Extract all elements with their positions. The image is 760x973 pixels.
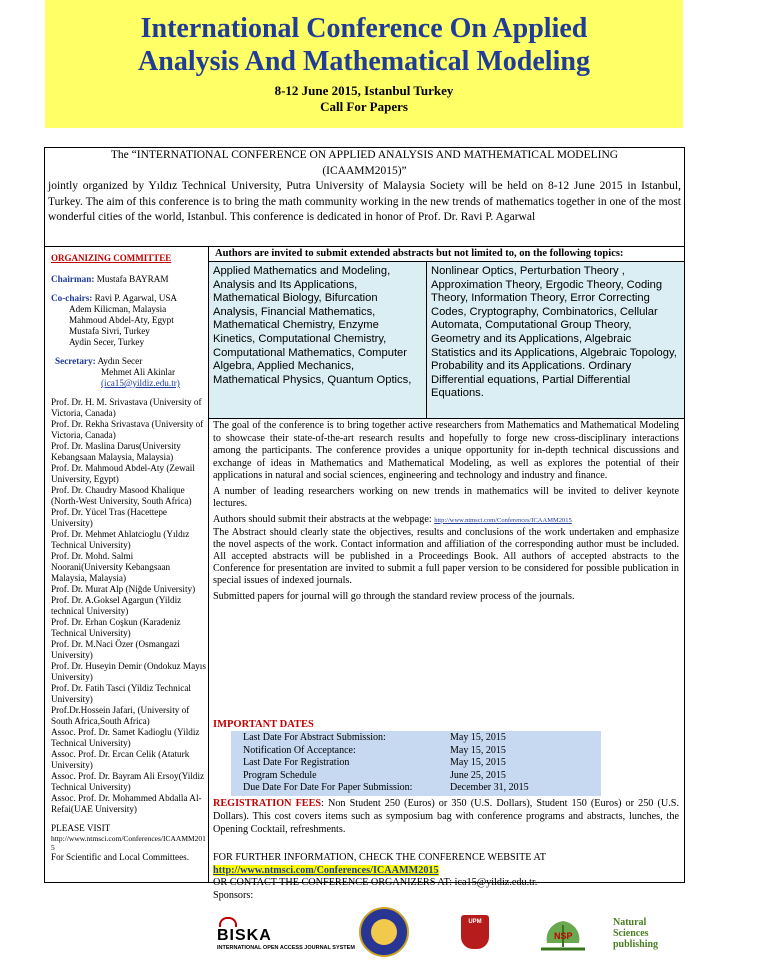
submit-url-link[interactable]: http://www.ntmsci.com/Conferences/ICAAMM2015 [434,516,572,524]
dates-row [231,732,601,745]
date-label: Due Date For Date For Paper Submission: [243,782,413,793]
secretary-item: Mehmet Ali Akinlar [101,367,176,377]
cochair-item: Aydin Secer, Turkey [69,337,145,347]
chairman-name: Mustafa BAYRAM [96,274,169,284]
committee-member: Prof. Dr. Murat Alp (Niğde University) [51,584,196,594]
biska-subtitle: INTERNATIONAL OPEN ACCESS JOURNAL SYSTEM [217,945,355,951]
cochair-item: Mustafa Sivri, Turkey [69,326,150,336]
cochair-item: Ravi P. Agarwal, USA [94,293,178,303]
abstract-paragraph: The Abstract should clearly state the objectives, results and conclusions of the work undertaken and emphasize the novel aspects of the work. Contact information and affiliation of the corresponding author must be included. All accepted abstracts will be published in a Proceedings Book. All authors of accepted abstracts to the Conference for presentation are invited to submit a full paper version to be considered for possible publication in special issues of indexed journals. [213,526,679,587]
topics-title: Authors are invited to submit extended abstracts but not limited to, on the following topics: [209,247,684,262]
visit-url-link[interactable]: http://www.ntmsci.com/Conferences/ICAAMM2015 [51,834,206,852]
conference-dates: 8-12 June 2015, Istanbul Turkey [274,83,454,98]
cochair-item: Mahmoud Abdel-Aty, Egypt [69,315,174,325]
header-banner [45,0,683,128]
secretary-block [51,356,206,389]
nsp-text [613,917,658,950]
committee-heading: ORGANIZING COMMITTEE [51,253,172,263]
date-label: Last Date For Registration [243,757,350,768]
svg-text:NSP: NSP [554,931,573,941]
date-value: December 31, 2015 [450,782,529,793]
cochair-item: Adem Kilicman, Malaysia [69,304,167,314]
upm-logo [461,915,489,949]
committee-members-list [51,397,206,815]
date-value: May 15, 2015 [450,732,506,743]
committee-member: Prof. Dr. Chaudry Masood Khalique (North-West University, South Africa) [51,485,192,506]
conference-title-line2: Analysis And Mathematical Modeling [138,46,590,77]
registration-text: : Non Student 250 (Euros) or 350 (U.S. Dollars), Student 150 (Euros) or 250 (U.S. Dollars). This cost covers items such as symposium bag with conference programs and abstracts, lunches, the Opening Cocktail, refreshments. [213,798,679,835]
nsp-line: Natural [613,917,647,928]
biska-name: BISKA [217,927,272,944]
sponsors-label: Sponsors: [213,889,254,901]
university-seal-logo [359,907,409,957]
committee-member: Prof. Dr. Mahmoud Abdel-Aty (Zewail University, Egypt) [51,463,195,484]
committee-member: Prof. Dr. A.Goksel Agargun (Yildiz technical University) [51,595,182,616]
nsp-line: publishing [613,939,659,950]
sponsors-logos [209,903,684,973]
intro-section [45,148,684,246]
important-dates-table [231,731,601,796]
content-frame [44,147,685,951]
committee-member: Prof. Dr. Yücel Tras (Hacettepe University) [51,507,168,528]
submit-prefix: Authors should submit their abstracts at the webpage: [213,513,435,525]
goal-paragraph: The goal of the conference is to bring together active researchers from Mathematics and Mathematical Modeling to showcase their state-of-the-art research results and hopefully to forge new cross-disciplinary interactions among the participants. The conference provides a unique opportunity for in-depth technical discussions and exchange of ideas in Mathematics and Mathematical Modeling, as well as explores the potential of their applications in natural and social sciences, engineering and technology and industry and finance. [213,420,679,481]
committee-member: Prof. Dr. H. M. Srivastava (University of Victoria, Canada) [51,397,202,418]
further-info [213,852,679,902]
committee-member: Assoc. Prof. Dr. Bayram Ali Ersoy(Yildiz Technical University) [51,771,205,792]
date-label: Last Date For Abstract Submission: [243,732,386,743]
review-paragraph: Submitted papers for journal will go through the standard review process of the journals. [213,590,575,602]
cochairs-block [51,293,206,348]
website-link[interactable]: http://www.ntmsci.com/Conferences/ICAAMM2015 [213,864,439,876]
info-contact: OR CONTACT THE CONFERENCE ORGANIZERS AT: ica15@yildiz.edu.tr. [213,877,538,888]
committee-member: Assoc. Prof. Dr. Ercan Celik (Ataturk University) [51,749,190,770]
dates-row [231,782,601,795]
registration-fees [213,797,679,836]
submit-line [213,514,679,527]
important-dates-heading: IMPORTANT DATES [213,719,314,730]
secretary-email-link[interactable]: (ica15@yildiz.edu.tr) [101,378,180,388]
chairman-line [51,274,206,285]
registration-label: REGISTRATION FEES [213,798,322,809]
committee-member: Prof. Dr. Mehmet Ahlatcioglu (Yıldız Technical University) [51,529,190,550]
committee-member: Prof. Dr. Maslina Darus(University Kebangsaan Malaysia, Malaysia) [51,441,181,462]
upm-text: UPM [468,919,482,925]
topics-column-2: Nonlinear Optics, Perturbation Theory , Approximation Theory, Ergodic Theory, Coding Theory, Information Theory, Error Correcting Codes, Cryptography, Combinatorics, Cellular Automata, Computational Group Theory, Geometry and its Applications, Algebraic Statistics and its Applications, Algebraic Topology, Probability and its Applications. Ordinary Differential equations, Partial Differential Equations. [431,265,677,400]
nsp-tree-logo [537,917,589,953]
dates-row [231,745,601,758]
body-text [213,420,679,606]
dates-row [231,757,601,770]
committee-member: Prof. Dr. Erhan Coşkun (Karadeniz Technical University) [51,617,181,638]
topics-box [209,262,684,419]
visit-tail: For Scientific and Local Committees. [51,852,190,862]
conference-title-line1: International Conference On Applied [140,13,588,44]
committee-member: Prof. Dr. M.Naci Özer (Osmangazi University) [51,639,180,660]
chairman-label: Chairman: [51,274,95,284]
date-value: May 15, 2015 [450,744,506,756]
date-value: May 15, 2015 [450,757,506,768]
biska-mark [219,917,237,927]
committee-member: Prof. Dr. Fatih Tasci (Yildiz Technical University) [51,683,191,704]
date-label: Program Schedule [243,769,317,781]
nsp-line: Sciences [613,928,649,939]
intro-line1: The “INTERNATIONAL CONFERENCE ON APPLIED ANALYSIS AND MATHEMATICAL MODELING [110,149,619,161]
intro-line2: (ICAAMM2015)” [322,164,407,177]
visit-label: PLEASE VISIT [51,823,111,833]
organizing-committee [45,246,209,882]
date-label: Notification Of Acceptance: [243,744,356,756]
info-line1: FOR FURTHER INFORMATION, CHECK THE CONFERENCE WEBSITE AT [213,852,546,863]
committee-member: Prof. Dr. Rekha Srivastava (University of Victoria, Canada) [51,419,204,440]
intro-body: jointly organized by Yıldız Technical University, Putra University of Malaysia Society will be held on 8-12 June 2015 in Istanbul, Turkey. The aim of this conference is to bring the math community working in the new trends of mathematics together in one of the most wonderful cities of the world, Istanbul. This conference is dedicated in honor of Prof. Dr. Ravi P. Agarwal [48,180,681,223]
committee-member: Assoc. Prof. Dr. Samet Kadioglu (Yildiz Technical University) [51,727,200,748]
keynote-paragraph: A number of leading researchers working on new trends in mathematics will be invited to deliver keynote lectures. [213,485,679,509]
committee-member: Prof.Dr.Hossein Jafari, (University of South Africa,South Africa) [51,705,190,726]
main-column [209,246,684,951]
dates-row [231,770,601,783]
date-value: June 25, 2015 [450,769,506,781]
cochairs-label: Co-chairs: [51,293,93,303]
secretary-item: Aydın Secer [97,356,143,366]
committee-member: Prof. Dr. Mohd. Salmi Noorani(University Kebangsaan Malaysia, Malaysia) [51,551,171,583]
secretary-label: Secretary: [55,356,96,366]
topics-column-1: Applied Mathematics and Modeling, Analysis and Its Applications, Mathematical Biology, Bifurcation Analysis, Financial Mathematics, Mathematical Chemistry, Enzyme Kinetics, Computational Chemistry, Computational Mathematics, Computer Algebra, Applied Mechanics, Mathematical Physics, Quantum Optics, [209,262,427,418]
committee-member: Prof. Dr. Huseyin Demir (Ondokuz Mayıs University) [51,661,206,682]
call-for-papers: Call For Papers [320,99,408,114]
committee-member: Assoc. Prof. Dr. Mohammed Abdalla Al-Refai(UAE University) [51,793,202,814]
